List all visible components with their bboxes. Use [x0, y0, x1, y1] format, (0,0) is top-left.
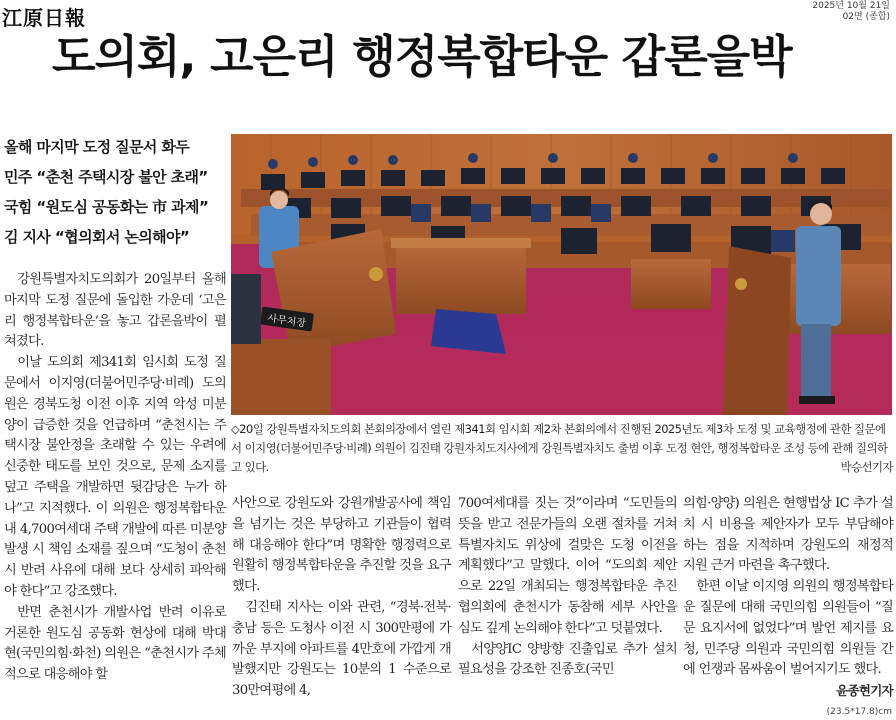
reporter-byline: 윤종현기자	[836, 683, 893, 699]
paragraph: 의힘·양양) 의원은 현행법상 IC 추가 설치 시 비용을 제안자가 모두 부담해야 하는 점을 지적하며 강원도의 재정적 지원 근거 마련을 촉구했다.	[683, 496, 893, 574]
paragraph: 서양양IC 양방향 진출입로 추가 설치 필요성을 강조한 진종호(국민	[458, 641, 677, 678]
paragraph: 700여세대를 짓는 것”이라며 “도민들의 뜻을 받고 전문가들의 오랜 절차를 거쳐 특별자치도 위상에 걸맞은 도청 이전을 계획했다”고 말했다. 이어 “도의회 제안으로 22일 개최되는 행정복합타운 추진 협의회에 춘천시가 동참해 세부 사안을 심도 깊게 논의해야 한다”고 덧붙였다.	[458, 496, 677, 636]
issue-meta	[812, 1, 890, 23]
page-section: 02면 (종합)	[842, 12, 890, 22]
subheadline: 민주 “춘천 주택시장 불안 초래”	[4, 168, 208, 186]
paragraph: 사안으로 강원도와 강원개발공사에 책임을 넘기는 것은 부당하고 기관들이 협력해 대응해야 한다”며 명확한 행정력으로 원활히 행정복합타운을 추진할 것을 요구했다.	[232, 496, 451, 595]
paragraph: 강원특별자치도의회가 20일부터 올해 마지막 도정 질문에 돌입한 가운데 ‘고은리 행정복합타운’을 놓고 갑론을박이 펼쳐졌다.	[4, 272, 226, 350]
paragraph-text: 한편 이날 이지영 의원의 행정복합타운 질문에 대해 국민의힘 의원들이 “질문 요지서에 없었다”며 발언 제지를 요청, 민주당 의원과 국민의힘 의원들 간에 언쟁과 몸싸움이 벌어지기도 했다.	[683, 579, 893, 678]
council-chamber-photo	[231, 134, 892, 415]
article-column-1	[4, 270, 226, 686]
article-column-2	[232, 494, 451, 702]
paragraph	[683, 577, 893, 699]
caption-text: ◇20일 강원특별자치도의회 본회의장에서 열린 제341회 임시회 제2차 본회의에서 진행된 2025년도 제3차 도정 및 교육행정에 관한 질문에서 이지영(더불어민주당·비례) 의원이 김진태 강원자치도지사에게 강원특별자치도 출범 이후 도정 현안, 행정복합타운 조성 등에 관해 질의하고 있다.	[231, 422, 888, 474]
subheadline: 국힘 “원도심 공동화는 市 과제”	[4, 198, 209, 216]
article-headline: 도의회, 고은리 행정복합타운 갑론을박	[52, 30, 792, 83]
subheadline: 김 지사 “협의회서 논의해야”	[4, 228, 190, 246]
article-column-4	[683, 494, 893, 702]
subheadlines	[4, 132, 230, 252]
article-column-3	[458, 494, 677, 681]
paragraph: 이날 도의회 제341회 임시회 도정 질문에서 이지영(더불어민주당·비례) 도의원은 경북도청 이전 이후 지역 악성 미분양이 급증한 것을 언급하며 “춘천시는 주택시장 불안정을 초래할 수 있는 우려에 신중한 태도를 보인 것으로, 문제 소지를 덮고 주택을 개발하면 뒷감당은 누가 하나”고 지적했다. 이 의원은 행정복합타운 내 4,700여세대 주택 개발에 따른 미분양 발생 시 책임 소재를 짚으며 “도청이 춘천시 반려 사유에 대해 보다 상세히 파악해야 한다”고 강조했다.	[4, 355, 226, 599]
paragraph: 반면 춘천시가 개발사업 반려 이유로 거론한 원도심 공동화 현상에 대해 박대현(국민의힘·화천) 의원은 “춘천시가 주체적으로 대응해야 할	[4, 604, 226, 683]
article-photo	[231, 134, 892, 415]
nameplate-text: 사무처장	[266, 313, 307, 330]
photo-credit: 박승선기자	[840, 460, 893, 474]
photo-caption	[231, 420, 893, 477]
subheadline: 올해 마지막 도정 질문서 화두	[4, 138, 190, 156]
newspaper-masthead: 江原日報	[2, 6, 86, 30]
paragraph: 김진태 지사는 이와 관련, “경북·전북·충남 등은 도청사 이전 시 300만평에 가까운 부지에 아파트를 4만호에 가깝게 개발했지만 강원도는 10분의 1 수준으로 30만여평에 4,	[232, 599, 451, 699]
issue-date: 2025년 10월 21일	[812, 1, 890, 11]
article-size-note: (23.5*17.8)cm	[826, 707, 892, 717]
